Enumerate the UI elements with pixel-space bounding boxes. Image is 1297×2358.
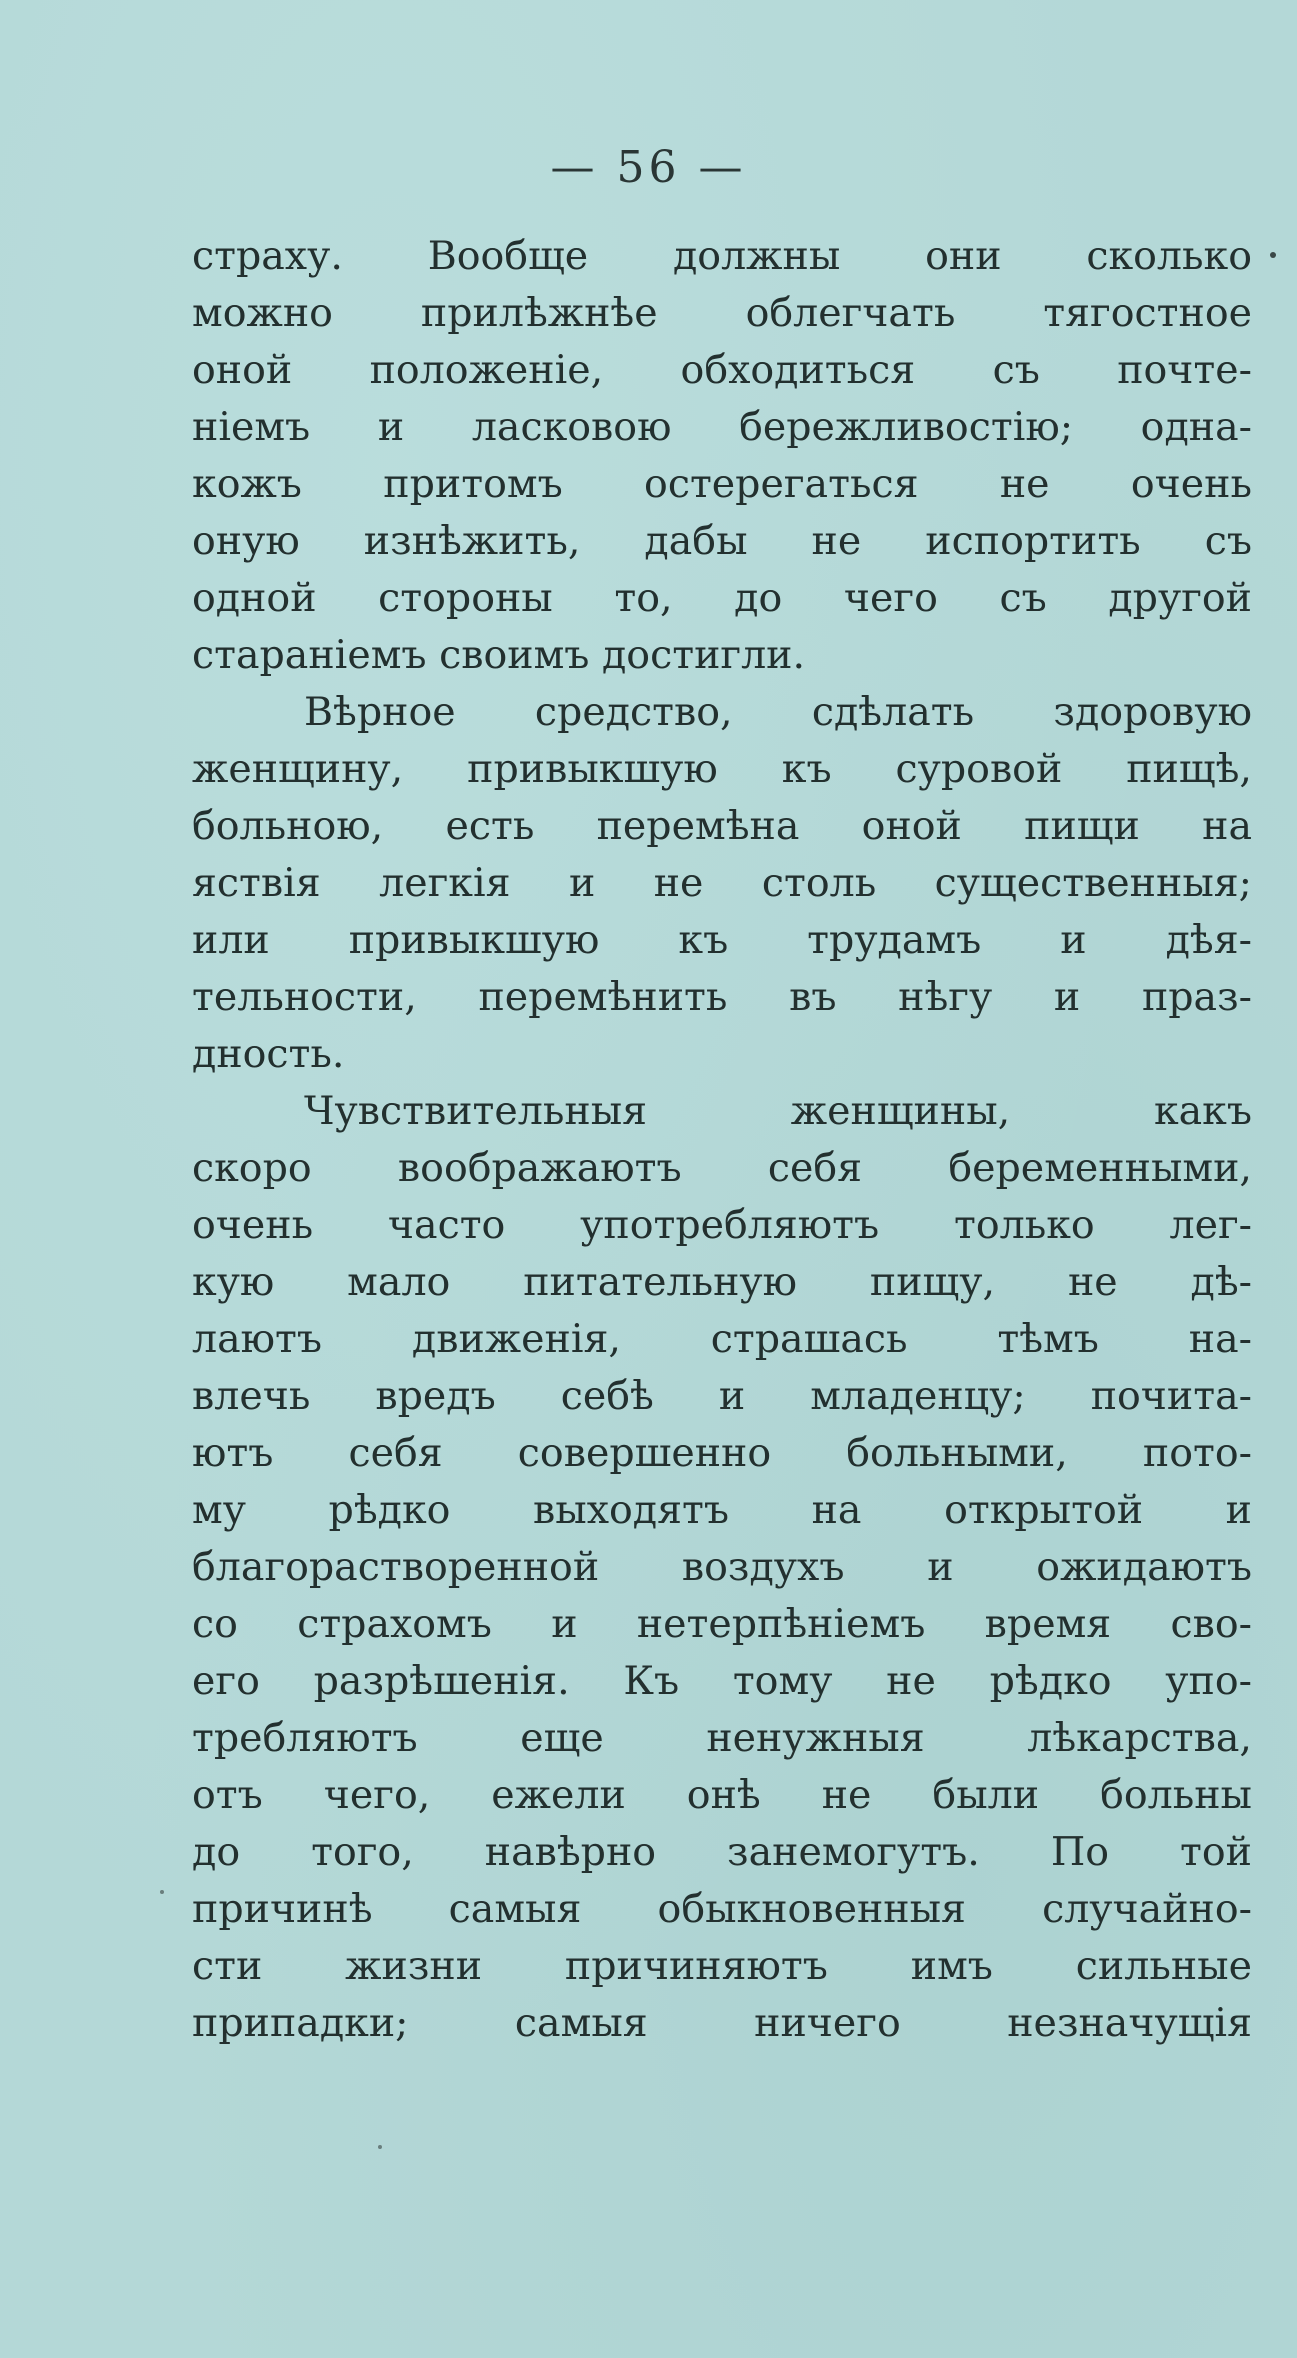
text-line: требляютъ еще ненужныя лѣкарства, (192, 1715, 1252, 1761)
margin-mark (1270, 252, 1276, 258)
paragraph-first-line: Чувствительныя женщины, какъ (304, 1088, 1252, 1134)
text-line: женщину, привыкшую къ суровой пищѣ, (192, 746, 1252, 792)
text-line: больною, есть перемѣна оной пищи на (192, 803, 1252, 849)
text-line: очень часто употребляютъ только лег- (192, 1202, 1252, 1248)
text-line: кую мало питательную пищу, не дѣ- (192, 1259, 1252, 1305)
text-line: оной положеніе, обходиться съ почте- (192, 347, 1252, 393)
text-line: дность. (192, 1031, 345, 1077)
text-line: ніемъ и ласковою бережливостію; одна- (192, 404, 1252, 450)
text-line: благорастворенной воздухъ и ожидаютъ (192, 1544, 1252, 1590)
paper-speck (378, 2145, 382, 2149)
text-line: страху. Вообще должны они сколько (192, 233, 1252, 279)
text-line: скоро воображаютъ себя беременными, (192, 1145, 1252, 1191)
text-line: влечь вредъ себѣ и младенцу; почита- (192, 1373, 1252, 1419)
text-line: тельности, перемѣнить въ нѣгу и праз- (192, 974, 1252, 1020)
text-line: оную изнѣжить, дабы не испортить съ (192, 518, 1252, 564)
paper-speck (160, 1890, 164, 1894)
text-line: отъ чего, ежели онѣ не были больны (192, 1772, 1252, 1818)
text-line: стараніемъ своимъ достигли. (192, 632, 806, 678)
text-line: кожъ притомъ остерегаться не очень (192, 461, 1252, 507)
text-line: припадки; самыя ничего незначущія (192, 2000, 1252, 2046)
text-line: му рѣдко выходятъ на открытой и (192, 1487, 1252, 1533)
text-line: ютъ себя совершенно больными, пото- (192, 1430, 1252, 1476)
text-line: причинѣ самыя обыкновенныя случайно- (192, 1886, 1252, 1932)
text-line: его разрѣшенія. Къ тому не рѣдко упо- (192, 1658, 1252, 1704)
body-text (192, 228, 1252, 2052)
text-line: одной стороны то, до чего съ другой (192, 575, 1252, 621)
page-number: — 56 — (550, 142, 747, 193)
text-line: можно прилѣжнѣе облегчать тягостное (192, 290, 1252, 336)
text-line: лаютъ движенія, страшась тѣмъ на- (192, 1316, 1252, 1362)
text-line: яствія легкія и не столь существенныя; (192, 860, 1252, 906)
text-line: сти жизни причиняютъ имъ сильные (192, 1943, 1252, 1989)
paragraph-first-line: Вѣрное средство, сдѣлать здоровую (304, 689, 1252, 735)
text-line: или привыкшую къ трудамъ и дѣя- (192, 917, 1252, 963)
text-line: до того, навѣрно занемогутъ. По той (192, 1829, 1252, 1875)
text-line: со страхомъ и нетерпѣніемъ время сво- (192, 1601, 1252, 1647)
